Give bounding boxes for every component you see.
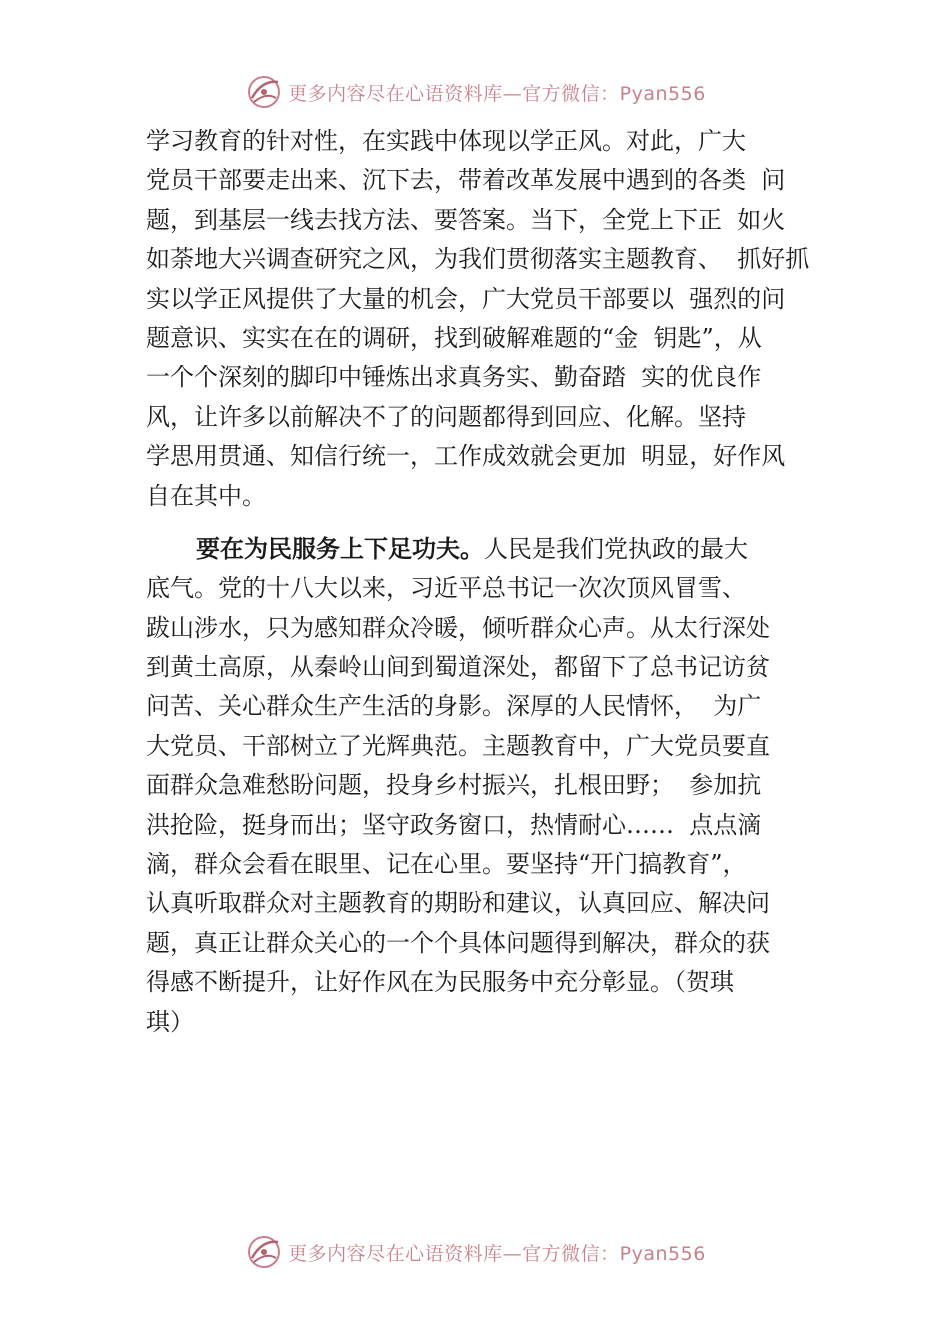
text-line: 认真听取群众对主题教育的期盼和建议，认真回应、解决问 <box>146 889 770 918</box>
text-line: 底气。党的十八大以来，习近平总书记一次次顶风冒雪、 <box>146 574 746 603</box>
watermark-header <box>0 70 950 114</box>
text-line: 自在其中。 <box>146 481 266 510</box>
text-line: 问苦、关心群众生产生活的身影。深厚的人民情怀， 为广 <box>146 692 762 721</box>
watermark-label: 更多内容尽在心语资料库—官方微信： <box>288 82 620 105</box>
paragraph-2 <box>146 530 846 1042</box>
watermark-label: 更多内容尽在心语资料库—官方微信： <box>288 1242 620 1265</box>
watermark-footer <box>0 1230 950 1274</box>
text-line: 一个个深刻的脚印中锤炼出求真务实、勤奋踏 实的优良作 <box>146 363 762 392</box>
text-line: 学思用贯通、知信行统一，工作成效就会更加 明显，好作风 <box>146 442 786 471</box>
text-line: 面群众急难愁盼问题，投身乡村振兴，扎根田野； 参加抗 <box>146 771 762 800</box>
text-line: 跋山涉水，只为感知群众冷暖，倾听群众心声。从太行深处 <box>146 613 770 642</box>
text-line: 学习教育的针对性，在实践中体现以学正风。对此，广大 <box>146 127 746 155</box>
watermark-text <box>288 1239 706 1266</box>
watermark-text <box>288 79 706 106</box>
text-line: 得感不断提升，让好作风在为民服务中充分彰显。（贺琪 <box>146 968 734 997</box>
text-line: 题，真正让群众关心的一个个具体问题得到解决，群众的获 <box>146 928 770 957</box>
text-line: 到黄土高原，从秦岭山间到蜀道深处，都留下了总书记访贫 <box>146 653 770 682</box>
text-line: 滴，群众会看在眼里、记在心里。要坚持“开门搞教育”， <box>146 850 747 879</box>
document-body <box>146 122 846 1042</box>
section-heading: 要在为民服务上下足功夫。 <box>196 534 484 563</box>
paragraph-2-first-line <box>146 530 846 569</box>
watermark-wechat-id: Pyan556 <box>619 82 706 105</box>
text-line: 题意识、实实在在的调研，找到破解难题的“金 钥匙”，从 <box>146 323 762 352</box>
brand-logo-icon <box>244 1232 284 1272</box>
text-line: 题，到基层一线去找方法、要答案。当下，全党上下正 如火 <box>146 205 786 234</box>
text-line: 风，让许多以前解决不了的问题都得到回应、化解。坚持 <box>146 402 746 431</box>
text-line: 党员干部要走出来、沉下去，带着改革发展中遇到的各类 问 <box>146 166 786 195</box>
text-line: 实以学正风提供了大量的机会，广大党员干部要以 强烈的问 <box>146 284 786 313</box>
brand-logo-icon <box>244 72 284 112</box>
text-line: 大党员、干部树立了光辉典范。主题教育中，广大党员要直 <box>146 731 770 760</box>
text-line: 琪） <box>146 1007 194 1036</box>
paragraph-gap <box>146 516 846 530</box>
paragraph-2-first-line-text: 人民是我们党执政的最大 <box>484 534 748 563</box>
watermark-wechat-id: Pyan556 <box>619 1242 706 1265</box>
paragraph-1 <box>146 122 846 516</box>
text-line: 洪抢险，挺身而出；坚守政务窗口，热情耐心…… 点点滴 <box>146 810 762 839</box>
text-line: 如荼地大兴调查研究之风，为我们贯彻落实主题教育、 抓好抓 <box>146 245 810 274</box>
